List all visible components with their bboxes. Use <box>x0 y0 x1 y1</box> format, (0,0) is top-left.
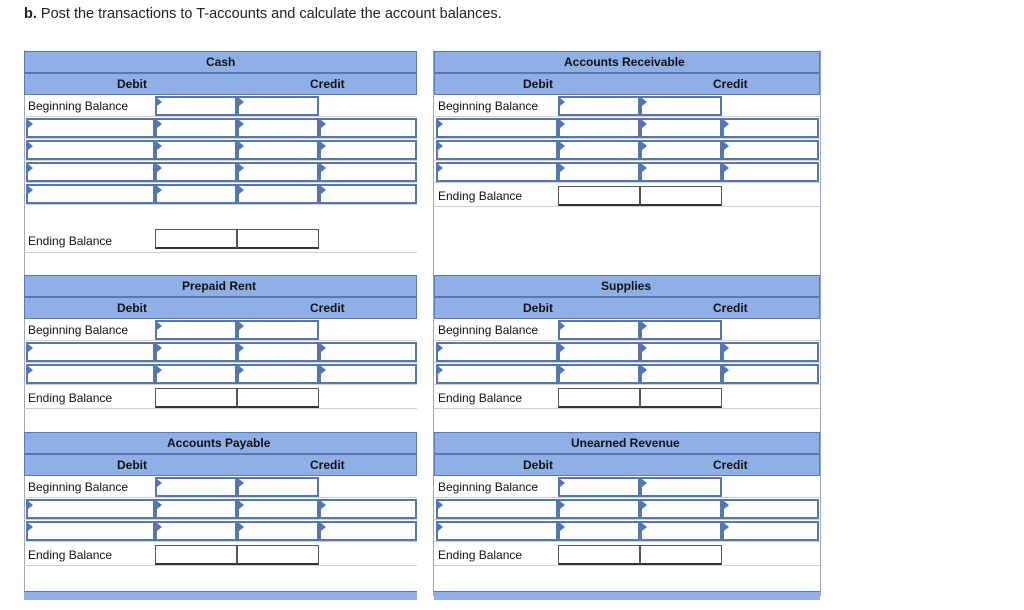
ending-balance-row <box>24 207 417 253</box>
beginning-balance-label: Beginning Balance <box>438 480 539 494</box>
dropdown-marker-icon <box>157 186 162 194</box>
beginning-balance-row <box>24 476 417 498</box>
column-headers <box>434 73 820 95</box>
dropdown-marker-icon <box>157 501 162 509</box>
ending-balance-row <box>434 185 820 207</box>
dropdown-marker-icon <box>157 120 162 128</box>
account-select[interactable] <box>722 162 819 182</box>
ending-debit-input[interactable] <box>155 229 237 249</box>
beginning-debit-input[interactable] <box>155 320 237 340</box>
account-select[interactable] <box>722 140 819 160</box>
dropdown-marker-icon <box>560 164 565 172</box>
debit-input[interactable] <box>558 118 640 138</box>
beginning-balance-label: Beginning Balance <box>28 323 129 337</box>
beginning-debit-input[interactable] <box>155 477 237 497</box>
ending-balance-label: Ending Balance <box>28 391 113 405</box>
dropdown-marker-icon <box>28 142 33 150</box>
credit-input[interactable] <box>237 118 319 138</box>
account-select[interactable] <box>319 162 417 182</box>
debit-input[interactable] <box>558 342 640 362</box>
dropdown-marker-icon <box>239 344 244 352</box>
dropdown-marker-icon <box>438 523 443 531</box>
dropdown-marker-icon <box>28 186 33 194</box>
ending-balance-label: Ending Balance <box>438 548 523 562</box>
dropdown-marker-icon <box>157 142 162 150</box>
dropdown-marker-icon <box>438 142 443 150</box>
dropdown-marker-icon <box>321 164 326 172</box>
beginning-debit-input[interactable] <box>558 320 640 340</box>
dropdown-marker-icon <box>724 501 729 509</box>
account-title: Unearned Revenue <box>571 436 680 450</box>
dropdown-marker-icon <box>724 523 729 531</box>
dropdown-marker-icon <box>560 142 565 150</box>
dropdown-marker-icon <box>438 366 443 374</box>
dropdown-marker-icon <box>28 344 33 352</box>
account-title-bar <box>24 275 417 297</box>
dropdown-marker-icon <box>321 366 326 374</box>
account-select[interactable] <box>26 162 155 182</box>
dropdown-marker-icon <box>560 523 565 531</box>
ending-debit-input[interactable] <box>558 388 640 408</box>
account-select[interactable] <box>436 342 558 362</box>
beginning-balance-label: Beginning Balance <box>28 99 129 113</box>
account-select[interactable] <box>436 521 558 541</box>
dropdown-marker-icon <box>642 120 647 128</box>
dropdown-marker-icon <box>642 164 647 172</box>
credit-input[interactable] <box>237 184 319 204</box>
debit-header: Debit <box>117 77 147 91</box>
credit-input[interactable] <box>640 364 722 384</box>
ending-credit-input[interactable] <box>237 545 319 565</box>
credit-input[interactable] <box>640 140 722 160</box>
account-select[interactable] <box>436 118 558 138</box>
entry-row <box>434 498 820 520</box>
account-select[interactable] <box>26 364 155 384</box>
ending-balance-label: Ending Balance <box>438 391 523 405</box>
ending-balance-row <box>434 544 820 566</box>
account-title: Cash <box>206 55 236 69</box>
credit-input[interactable] <box>640 342 722 362</box>
dropdown-marker-icon <box>157 523 162 531</box>
account-select[interactable] <box>26 342 155 362</box>
account-select[interactable] <box>319 499 417 519</box>
next-account-header-partial <box>434 591 820 600</box>
ending-credit-input[interactable] <box>640 186 722 206</box>
debit-input[interactable] <box>558 364 640 384</box>
dropdown-marker-icon <box>438 344 443 352</box>
account-title-bar <box>434 51 820 73</box>
dropdown-marker-icon <box>724 120 729 128</box>
dropdown-marker-icon <box>239 479 244 487</box>
dropdown-marker-icon <box>642 523 647 531</box>
ending-credit-input[interactable] <box>237 388 319 408</box>
entry-row <box>434 520 820 542</box>
entry-row <box>24 139 417 161</box>
column-headers <box>24 73 417 95</box>
account-select[interactable] <box>436 162 558 182</box>
dropdown-marker-icon <box>642 98 647 106</box>
credit-header: Credit <box>713 458 748 472</box>
account-select[interactable] <box>436 499 558 519</box>
account-select[interactable] <box>26 118 155 138</box>
credit-input[interactable] <box>237 140 319 160</box>
entry-row <box>24 363 417 385</box>
entry-row <box>24 498 417 520</box>
beginning-balance-row <box>434 95 820 117</box>
debit-header: Debit <box>523 458 553 472</box>
account-select[interactable] <box>436 364 558 384</box>
account-title: Accounts Payable <box>167 436 271 450</box>
account-title-bar <box>434 275 820 297</box>
account-select[interactable] <box>436 140 558 160</box>
instruction-text: Post the transactions to T-accounts and calculate the account balances. <box>36 6 502 22</box>
dropdown-marker-icon <box>438 120 443 128</box>
dropdown-marker-icon <box>724 142 729 150</box>
account-select[interactable] <box>722 342 819 362</box>
beginning-balance-label: Beginning Balance <box>438 99 539 113</box>
beginning-credit-input[interactable] <box>237 96 319 116</box>
account-title: Accounts Receivable <box>564 55 685 69</box>
dropdown-marker-icon <box>560 120 565 128</box>
account-title-bar <box>24 51 417 73</box>
credit-header: Credit <box>310 458 345 472</box>
dropdown-marker-icon <box>438 501 443 509</box>
ending-credit-input[interactable] <box>237 229 319 249</box>
debit-header: Debit <box>523 77 553 91</box>
dropdown-marker-icon <box>642 501 647 509</box>
right-border <box>820 50 821 596</box>
beginning-balance-label: Beginning Balance <box>438 323 539 337</box>
account-select[interactable] <box>722 118 819 138</box>
credit-input[interactable] <box>237 364 319 384</box>
account-select[interactable] <box>319 140 417 160</box>
beginning-credit-input[interactable] <box>640 320 722 340</box>
account-select[interactable] <box>319 521 417 541</box>
beginning-debit-input[interactable] <box>155 96 237 116</box>
ending-debit-input[interactable] <box>558 545 640 565</box>
account-select[interactable] <box>26 184 155 204</box>
debit-input[interactable] <box>155 499 237 519</box>
beginning-credit-input[interactable] <box>640 96 722 116</box>
credit-input[interactable] <box>640 521 722 541</box>
debit-input[interactable] <box>558 140 640 160</box>
dropdown-marker-icon <box>321 142 326 150</box>
credit-input[interactable] <box>237 162 319 182</box>
ending-credit-input[interactable] <box>640 388 722 408</box>
entry-row <box>434 117 820 139</box>
instruction <box>24 6 502 22</box>
ending-balance-row <box>24 544 417 566</box>
account-select[interactable] <box>319 364 417 384</box>
credit-input[interactable] <box>640 162 722 182</box>
account-title: Supplies <box>601 279 652 293</box>
dropdown-marker-icon <box>157 322 162 330</box>
account-select[interactable] <box>722 499 819 519</box>
dropdown-marker-icon <box>28 523 33 531</box>
beginning-debit-input[interactable] <box>558 477 640 497</box>
debit-input[interactable] <box>155 118 237 138</box>
dropdown-marker-icon <box>239 322 244 330</box>
beginning-balance-row <box>24 95 417 117</box>
beginning-balance-label: Beginning Balance <box>28 480 129 494</box>
entry-row <box>434 139 820 161</box>
dropdown-marker-icon <box>239 120 244 128</box>
dropdown-marker-icon <box>239 366 244 374</box>
dropdown-marker-icon <box>239 164 244 172</box>
debit-input[interactable] <box>558 162 640 182</box>
dropdown-marker-icon <box>560 322 565 330</box>
beginning-balance-row <box>434 476 820 498</box>
debit-input[interactable] <box>155 184 237 204</box>
ending-debit-input[interactable] <box>155 545 237 565</box>
dropdown-marker-icon <box>560 366 565 374</box>
dropdown-marker-icon <box>560 501 565 509</box>
dropdown-marker-icon <box>642 344 647 352</box>
entry-row <box>24 161 417 183</box>
dropdown-marker-icon <box>642 142 647 150</box>
account-select[interactable] <box>26 499 155 519</box>
next-account-header-partial <box>24 591 417 600</box>
dropdown-marker-icon <box>157 98 162 106</box>
dropdown-marker-icon <box>28 501 33 509</box>
credit-input[interactable] <box>640 118 722 138</box>
debit-input[interactable] <box>155 140 237 160</box>
credit-header: Credit <box>310 301 345 315</box>
credit-input[interactable] <box>237 342 319 362</box>
dropdown-marker-icon <box>724 344 729 352</box>
account-select[interactable] <box>319 342 417 362</box>
ending-credit-input[interactable] <box>640 545 722 565</box>
debit-input[interactable] <box>558 521 640 541</box>
ending-balance-label: Ending Balance <box>28 234 113 248</box>
credit-input[interactable] <box>640 499 722 519</box>
entry-row <box>24 520 417 542</box>
entry-row <box>24 341 417 363</box>
dropdown-marker-icon <box>321 120 326 128</box>
account-select[interactable] <box>722 364 819 384</box>
entry-row <box>434 363 820 385</box>
debit-input[interactable] <box>155 364 237 384</box>
debit-input[interactable] <box>155 162 237 182</box>
beginning-balance-row <box>24 319 417 341</box>
entry-row <box>434 161 820 183</box>
beginning-balance-row <box>434 319 820 341</box>
dropdown-marker-icon <box>321 344 326 352</box>
debit-header: Debit <box>117 458 147 472</box>
dropdown-marker-icon <box>642 479 647 487</box>
account-title-bar <box>24 432 417 454</box>
column-headers <box>24 297 417 319</box>
dropdown-marker-icon <box>157 366 162 374</box>
dropdown-marker-icon <box>321 186 326 194</box>
debit-input[interactable] <box>558 499 640 519</box>
ending-balance-row <box>434 387 820 409</box>
account-select[interactable] <box>319 184 417 204</box>
dropdown-marker-icon <box>560 98 565 106</box>
dropdown-marker-icon <box>724 366 729 374</box>
dropdown-marker-icon <box>239 186 244 194</box>
dropdown-marker-icon <box>560 344 565 352</box>
entry-row <box>434 341 820 363</box>
debit-header: Debit <box>117 301 147 315</box>
ending-debit-input[interactable] <box>558 186 640 206</box>
account-select[interactable] <box>26 521 155 541</box>
ending-debit-input[interactable] <box>155 388 237 408</box>
beginning-debit-input[interactable] <box>558 96 640 116</box>
dropdown-marker-icon <box>321 523 326 531</box>
credit-header: Credit <box>713 77 748 91</box>
dropdown-marker-icon <box>28 120 33 128</box>
ending-balance-label: Ending Balance <box>438 189 523 203</box>
dropdown-marker-icon <box>239 98 244 106</box>
account-select[interactable] <box>722 521 819 541</box>
dropdown-marker-icon <box>321 501 326 509</box>
column-headers <box>434 454 820 476</box>
dropdown-marker-icon <box>28 164 33 172</box>
dropdown-marker-icon <box>438 164 443 172</box>
dropdown-marker-icon <box>28 366 33 374</box>
dropdown-marker-icon <box>239 501 244 509</box>
account-title-bar <box>434 432 820 454</box>
beginning-credit-input[interactable] <box>237 320 319 340</box>
dropdown-marker-icon <box>642 322 647 330</box>
entry-row <box>24 117 417 139</box>
debit-input[interactable] <box>155 521 237 541</box>
ending-balance-row <box>24 387 417 409</box>
credit-input[interactable] <box>237 499 319 519</box>
dropdown-marker-icon <box>642 366 647 374</box>
dropdown-marker-icon <box>157 164 162 172</box>
instruction-part: b. <box>24 6 37 22</box>
dropdown-marker-icon <box>157 479 162 487</box>
credit-header: Credit <box>310 77 345 91</box>
beginning-credit-input[interactable] <box>640 477 722 497</box>
dropdown-marker-icon <box>560 479 565 487</box>
account-select[interactable] <box>319 118 417 138</box>
account-select[interactable] <box>26 140 155 160</box>
dropdown-marker-icon <box>239 142 244 150</box>
dropdown-marker-icon <box>157 344 162 352</box>
beginning-credit-input[interactable] <box>237 477 319 497</box>
debit-header: Debit <box>523 301 553 315</box>
credit-input[interactable] <box>237 521 319 541</box>
column-headers <box>434 297 820 319</box>
account-title: Prepaid Rent <box>182 279 257 293</box>
dropdown-marker-icon <box>239 523 244 531</box>
column-headers <box>24 454 417 476</box>
debit-input[interactable] <box>155 342 237 362</box>
dropdown-marker-icon <box>724 164 729 172</box>
entry-row <box>24 183 417 205</box>
credit-header: Credit <box>713 301 748 315</box>
ending-balance-label: Ending Balance <box>28 548 113 562</box>
